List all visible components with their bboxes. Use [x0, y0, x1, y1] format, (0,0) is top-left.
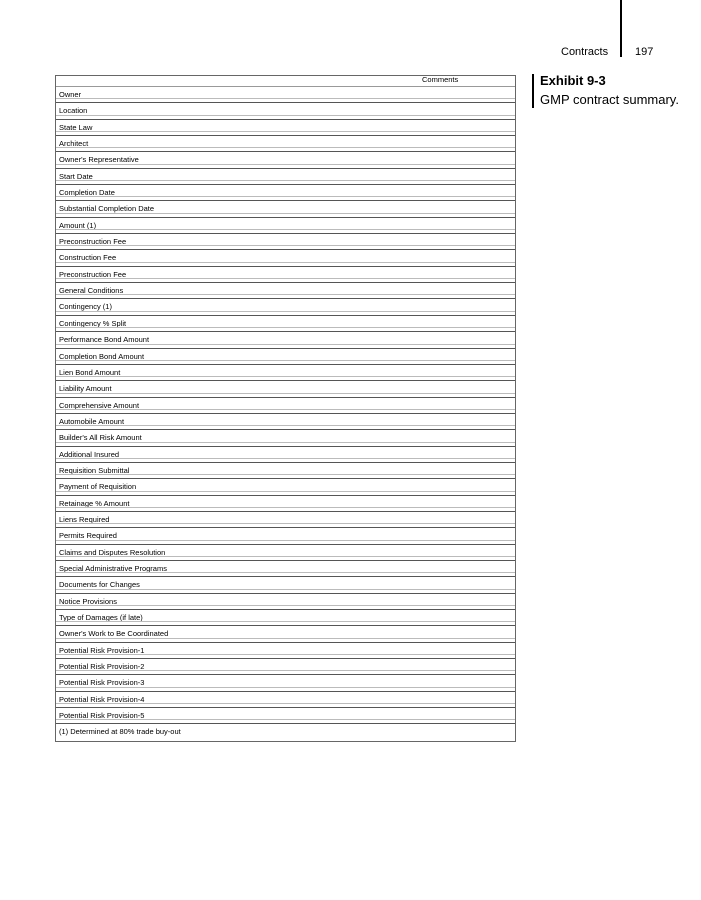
form-row-label: Potential Risk Provision-1: [59, 645, 145, 655]
form-row: [56, 577, 515, 593]
form-row: [56, 496, 515, 512]
form-row: [56, 316, 515, 332]
form-row: [56, 365, 515, 381]
form-row-label: Substantial Completion Date: [59, 204, 155, 214]
form-row-label: Liability Amount: [59, 384, 112, 394]
form-row-label: Documents for Changes: [59, 580, 140, 590]
form-row: [56, 120, 515, 136]
form-row-label: Performance Bond Amount: [59, 335, 150, 345]
form-row: [56, 201, 515, 217]
form-row: [56, 512, 515, 528]
form-row: [56, 349, 515, 365]
form-row: [56, 414, 515, 430]
form-row: [56, 218, 515, 234]
form-row: [56, 626, 515, 642]
form-row-label: Start Date: [59, 171, 93, 181]
form-row-label: Special Administrative Programs: [59, 563, 167, 573]
form-row: [56, 643, 515, 659]
form-row: [56, 594, 515, 610]
form-row: [56, 561, 515, 577]
form-row-label: Completion Bond Amount: [59, 351, 145, 361]
form-row: [56, 136, 515, 152]
footnote-text: (1) Determined at 80% trade buy-out: [59, 727, 181, 737]
form-row-label: Preconstruction Fee: [59, 237, 127, 247]
form-row-label: Comprehensive Amount: [59, 400, 140, 410]
form-row: [56, 103, 515, 119]
form-row: [56, 332, 515, 348]
form-row-label: Preconstruction Fee: [59, 269, 127, 279]
form-row-label: General Conditions: [59, 286, 124, 296]
form-row: [56, 610, 515, 626]
form-row-label: Additional Insured: [59, 449, 120, 459]
form-row: [56, 675, 515, 691]
form-row-label: Builder's All Risk Amount: [59, 433, 142, 443]
form-row: [56, 381, 515, 397]
running-head: Contracts: [561, 46, 609, 58]
form-row-label: Owner's Work to Be Coordinated: [59, 629, 169, 639]
form-row-label: Location: [59, 106, 88, 116]
form-row-label: Lien Bond Amount: [59, 367, 121, 377]
comments-heading: Comments: [422, 75, 459, 84]
form-row-label: Architect: [59, 139, 89, 149]
form-row-label: Automobile Amount: [59, 416, 125, 426]
form-row: [56, 283, 515, 299]
exhibit-sidebar: [532, 74, 690, 108]
form-row-label: Claims and Disputes Resolution: [59, 547, 166, 557]
form-row: [56, 463, 515, 479]
form-row: [56, 234, 515, 250]
form-row: [56, 169, 515, 185]
form-row-label: Potential Risk Provision-2: [59, 662, 145, 672]
form-row-label: Potential Risk Provision-3: [59, 678, 145, 688]
form-row: [56, 528, 515, 544]
header-rule: [620, 0, 622, 57]
form-row: [56, 299, 515, 315]
form-row-label: Potential Risk Provision-5: [59, 711, 145, 721]
form-row: [56, 659, 515, 675]
page-number: 197: [635, 46, 654, 58]
form-row: [56, 152, 515, 168]
form-row-label: Owner's Representative: [59, 155, 139, 165]
form-row: [56, 447, 515, 463]
form-row-label: Liens Required: [59, 514, 110, 524]
exhibit-caption: GMP contract summary.: [540, 92, 679, 107]
form-row: [56, 398, 515, 414]
form-row-label: Owner: [59, 90, 82, 99]
exhibit-label: Exhibit 9-3: [540, 73, 606, 88]
form-row-label: Notice Provisions: [59, 596, 117, 606]
form-row-label: Amount (1): [59, 220, 97, 230]
form-row-label: Retainage % Amount: [59, 498, 130, 508]
contract-summary-form: [55, 75, 516, 742]
form-row-label: Payment of Requisition: [59, 482, 137, 492]
form-row: [56, 250, 515, 266]
footnote-row: [56, 724, 515, 740]
form-row-label: Permits Required: [59, 531, 117, 541]
form-row-label: State Law: [59, 122, 93, 132]
form-row-label: Type of Damages (if late): [59, 613, 143, 622]
form-row-label: Contingency % Split: [59, 318, 127, 328]
form-row-label: Construction Fee: [59, 253, 117, 263]
form-row-label: Completion Date: [59, 188, 115, 198]
form-header: [56, 76, 515, 87]
form-row: [56, 692, 515, 708]
form-row-label: Potential Risk Provision-4: [59, 694, 145, 704]
form-row: [56, 267, 515, 283]
form-row: [56, 87, 515, 103]
form-row-label: Requisition Submittal: [59, 465, 130, 475]
form-row: [56, 430, 515, 446]
form-row: [56, 708, 515, 724]
form-row: [56, 545, 515, 561]
form-row: [56, 185, 515, 201]
form-row-label: Contingency (1): [59, 302, 112, 312]
form-row: [56, 479, 515, 495]
